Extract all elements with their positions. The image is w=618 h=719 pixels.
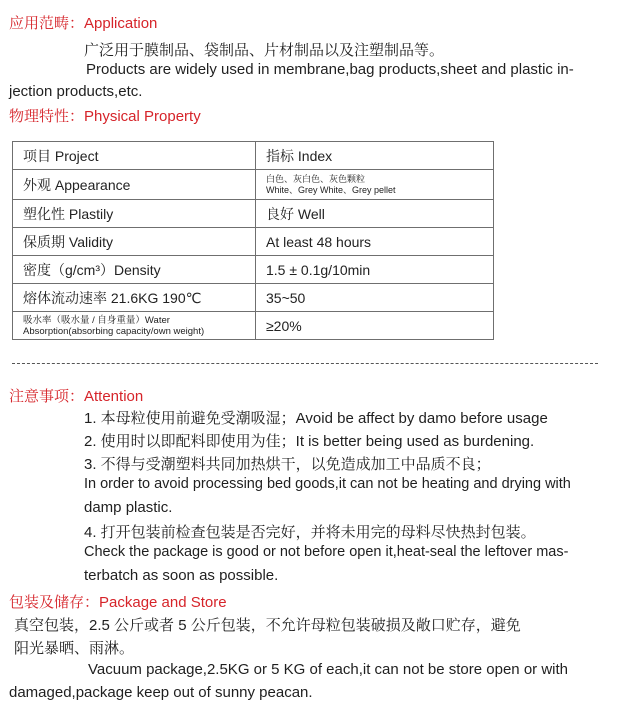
dashed-divider bbox=[12, 363, 598, 364]
row-project: 熔体流动速率 21.6KG 190℃ bbox=[13, 284, 256, 312]
package-heading: 包装及储存：Package and Store bbox=[9, 594, 227, 611]
attention-item-3-zh: 3. 不得与受潮塑料共同加热烘干，以免造成加工中品质不良； bbox=[84, 456, 491, 473]
header-index: 指标 Index bbox=[256, 142, 494, 170]
header-project: 项目 Project bbox=[13, 142, 256, 170]
row-index: ≥20% bbox=[256, 312, 494, 340]
row-index: 35~50 bbox=[256, 284, 494, 312]
property-table bbox=[12, 141, 494, 340]
table-header-row bbox=[13, 142, 494, 170]
row-index: At least 48 hours bbox=[256, 228, 494, 256]
attention-item-3-en1: In order to avoid processing bed goods,it can not be heating and drying with bbox=[84, 476, 571, 492]
row-project bbox=[13, 312, 256, 340]
table-row bbox=[13, 200, 494, 228]
physical-heading: 物理特性：Physical Property bbox=[9, 108, 201, 125]
application-zh: 广泛用于膜制品、袋制品、片材制品以及注塑制品等。 bbox=[84, 42, 445, 59]
attention-item-4-en2: terbatch as soon as possible. bbox=[84, 567, 279, 584]
application-en-line2: jection products,etc. bbox=[9, 83, 143, 100]
row-index: 1.5 ± 0.1g/10min bbox=[256, 256, 494, 284]
row-index-line2: White、Grey White、Grey pellet bbox=[266, 184, 396, 195]
row-project-line1: 吸水率（吸水量 / 自身重量）Water bbox=[23, 314, 170, 326]
attention-heading: 注意事项：Attention bbox=[9, 388, 144, 405]
package-zh1: 真空包装，2.5 公斤或者 5 公斤包装，不允许母粒包装破损及敞口贮存，避免 bbox=[14, 617, 521, 634]
row-project: 保质期 Validity bbox=[13, 228, 256, 256]
package-en2: damaged,package keep out of sunny peacan. bbox=[9, 684, 313, 701]
package-zh2: 阳光暴晒、雨淋。 bbox=[14, 640, 135, 657]
row-project-line2: Absorption(absorbing capacity/own weight) bbox=[23, 325, 205, 337]
table-row bbox=[13, 312, 494, 340]
table-row bbox=[13, 170, 494, 200]
row-index: 良好 Well bbox=[256, 200, 494, 228]
table-row bbox=[13, 284, 494, 312]
attention-item-3-en2: damp plastic. bbox=[84, 499, 173, 516]
table-row bbox=[13, 228, 494, 256]
attention-item-2: 2. 使用时以即配料即使用为佳；It is better being used as burdening. bbox=[84, 433, 535, 450]
row-project: 密度（g/cm³）Density bbox=[13, 256, 256, 284]
row-project: 塑化性 Plastily bbox=[13, 200, 256, 228]
row-project: 外观 Appearance bbox=[13, 170, 256, 200]
application-en-line1: Products are widely used in membrane,bag products,sheet and plastic in- bbox=[86, 61, 574, 78]
table-row bbox=[13, 256, 494, 284]
attention-item-4-en1: Check the package is good or not before open it,heat-seal the leftover mas- bbox=[84, 544, 569, 560]
application-heading: 应用范畴：Application bbox=[9, 15, 158, 32]
attention-item-4-zh: 4. 打开包装前检查包装是否完好，并将未用完的母料尽快热封包装。 bbox=[84, 524, 536, 541]
row-index bbox=[256, 170, 494, 200]
package-en1: Vacuum package,2.5KG or 5 KG of each,it can not be store open or with bbox=[88, 661, 568, 678]
row-index-line1: 白色、灰白色、灰色颗粒 bbox=[266, 173, 366, 184]
attention-item-1: 1. 本母粒使用前避免受潮吸湿；Avoid be affect by damo before usage bbox=[84, 410, 548, 427]
